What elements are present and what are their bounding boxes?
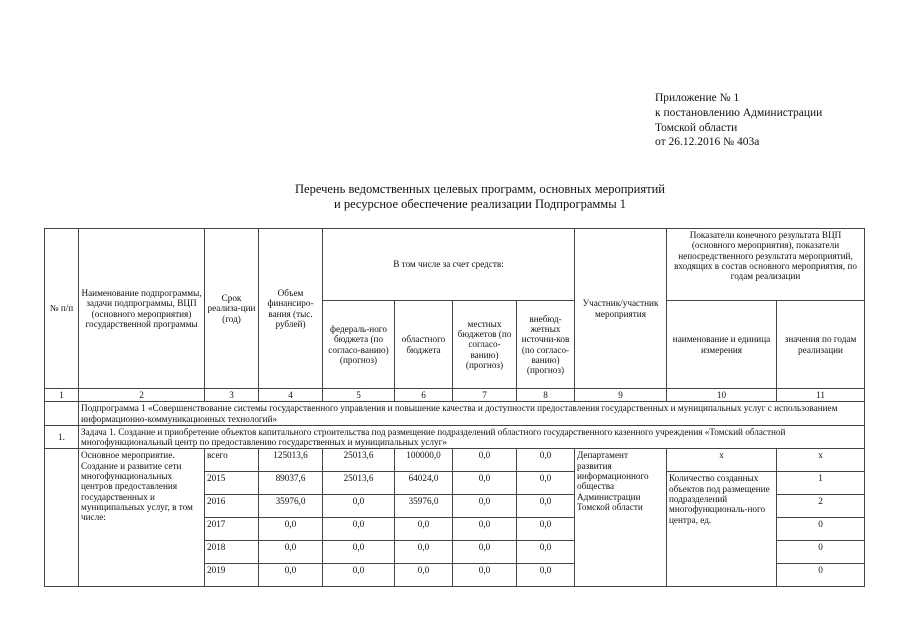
- regional-cell: 0,0: [395, 564, 453, 587]
- header-term: Срок реализа-ции (год): [205, 229, 259, 389]
- col-number: 10: [667, 389, 777, 402]
- indicator-value-cell: 1: [777, 472, 865, 495]
- indicator-value-cell: 0: [777, 518, 865, 541]
- volume-cell: 35976,0: [259, 495, 323, 518]
- local-cell: 0,0: [453, 564, 517, 587]
- indicator-value-cell: 2: [777, 495, 865, 518]
- col-number: 6: [395, 389, 453, 402]
- period-cell: 2016: [205, 495, 259, 518]
- period-cell: всего: [205, 449, 259, 472]
- header-ind-values: значения по годам реализации: [777, 301, 865, 389]
- regional-cell: 0,0: [395, 541, 453, 564]
- offbudget-cell: 0,0: [517, 541, 575, 564]
- header-regional: областного бюджета: [395, 301, 453, 389]
- task-number: 1.: [45, 425, 79, 449]
- subprogram-row: [45, 402, 865, 426]
- title-line: Перечень ведомственных целевых программ, основных мероприятий: [295, 182, 665, 196]
- indicator-name-cell: x: [667, 449, 777, 472]
- task-row: [45, 425, 865, 449]
- program-table: [44, 228, 865, 587]
- federal-cell: 0,0: [323, 518, 395, 541]
- col-number: 5: [323, 389, 395, 402]
- regional-cell: 35976,0: [395, 495, 453, 518]
- subprogram-text: Подпрограмма 1 «Совершенствование системы государственного управления и повышение качества и доступности предоставления государственных и муниципальных услуг с использованием информационно-коммуникационных технологий»: [79, 402, 865, 426]
- offbudget-cell: 0,0: [517, 472, 575, 495]
- column-numbers-row: [45, 389, 865, 402]
- title-line: и ресурсное обеспечение реализации Подпрограммы 1: [334, 197, 626, 211]
- appendix-line: Приложение № 1: [655, 92, 740, 104]
- local-cell: 0,0: [453, 495, 517, 518]
- header-participant: Участник/участник мероприятия: [575, 229, 667, 389]
- period-cell: 2019: [205, 564, 259, 587]
- period-cell: 2018: [205, 541, 259, 564]
- header-federal: федераль-ного бюджета (по согласо-ванию) (прогноз): [323, 301, 395, 389]
- period-cell: 2017: [205, 518, 259, 541]
- appendix-line: от 26.12.2016 № 403а: [655, 136, 760, 149]
- offbudget-cell: 0,0: [517, 449, 575, 472]
- task-text: Задача 1. Создание и приобретение объектов капитального строительства под размещение подразделений областного государственного казенного учреждения «Томский областной многофункциональный центр по предоставлению государственных и муниципальных услуг»: [79, 425, 865, 449]
- offbudget-cell: 0,0: [517, 564, 575, 587]
- local-cell: 0,0: [453, 449, 517, 472]
- federal-cell: 25013,6: [323, 472, 395, 495]
- appendix-block: [655, 91, 822, 150]
- indicator-value-cell: 0: [777, 541, 865, 564]
- participant-text: Департамент развития информационного общества Администрации Томской области: [575, 449, 667, 587]
- col-number: 4: [259, 389, 323, 402]
- col-number: 1: [45, 389, 79, 402]
- federal-cell: 0,0: [323, 495, 395, 518]
- offbudget-cell: 0,0: [517, 518, 575, 541]
- header-num: № п/п: [45, 229, 79, 389]
- federal-cell: 0,0: [323, 564, 395, 587]
- local-cell: 0,0: [453, 541, 517, 564]
- header-offbudget: внебюд-жетных источни-ков (по согласо-ванию) (прогноз): [517, 301, 575, 389]
- header-sources: В том числе за счет средств:: [323, 229, 575, 301]
- volume-cell: 0,0: [259, 541, 323, 564]
- volume-cell: 89037,6: [259, 472, 323, 495]
- federal-cell: 0,0: [323, 541, 395, 564]
- header-ind-name: наименование и единица измерения: [667, 301, 777, 389]
- volume-cell: 0,0: [259, 564, 323, 587]
- appendix-line: Томской области: [655, 121, 738, 134]
- col-number: 3: [205, 389, 259, 402]
- period-cell: 2015: [205, 472, 259, 495]
- col-number: 9: [575, 389, 667, 402]
- col-number: 7: [453, 389, 517, 402]
- table-row: [45, 449, 865, 472]
- volume-cell: 125013,6: [259, 449, 323, 472]
- regional-cell: 0,0: [395, 518, 453, 541]
- indicator-value-cell: 0: [777, 564, 865, 587]
- main-event-text: Основное мероприятие. Создание и развитие сети многофункциональных центров предоставления государственных и муниципальных услуг, в том числе:: [79, 449, 205, 587]
- header-name: Наименование подпрограммы, задачи подпрограммы, ВЦП (основного мероприятия) государственной программы: [79, 229, 205, 389]
- header-indicators: Показатели конечного результата ВЦП (основного мероприятия), показатели непосредственного результата мероприятий, входящих в состав основного мероприятия, по годам реализации: [667, 229, 865, 301]
- col-number: 2: [79, 389, 205, 402]
- offbudget-cell: 0,0: [517, 495, 575, 518]
- col-number: 11: [777, 389, 865, 402]
- regional-cell: 100000,0: [395, 449, 453, 472]
- header-volume: Объем финансиро-вания (тыс. рублей): [259, 229, 323, 389]
- indicator-value-cell: x: [777, 449, 865, 472]
- document-title: [180, 182, 780, 212]
- volume-cell: 0,0: [259, 518, 323, 541]
- federal-cell: 25013,6: [323, 449, 395, 472]
- col-number: 8: [517, 389, 575, 402]
- local-cell: 0,0: [453, 518, 517, 541]
- indicator-name-text: Количество созданных объектов под размещение подразделений многофункциональ-ного центра, ед.: [667, 472, 777, 587]
- header-local: местных бюджетов (по согласо-ванию) (прогноз): [453, 301, 517, 389]
- regional-cell: 64024,0: [395, 472, 453, 495]
- local-cell: 0,0: [453, 472, 517, 495]
- appendix-line: к постановлению Администрации: [655, 106, 823, 119]
